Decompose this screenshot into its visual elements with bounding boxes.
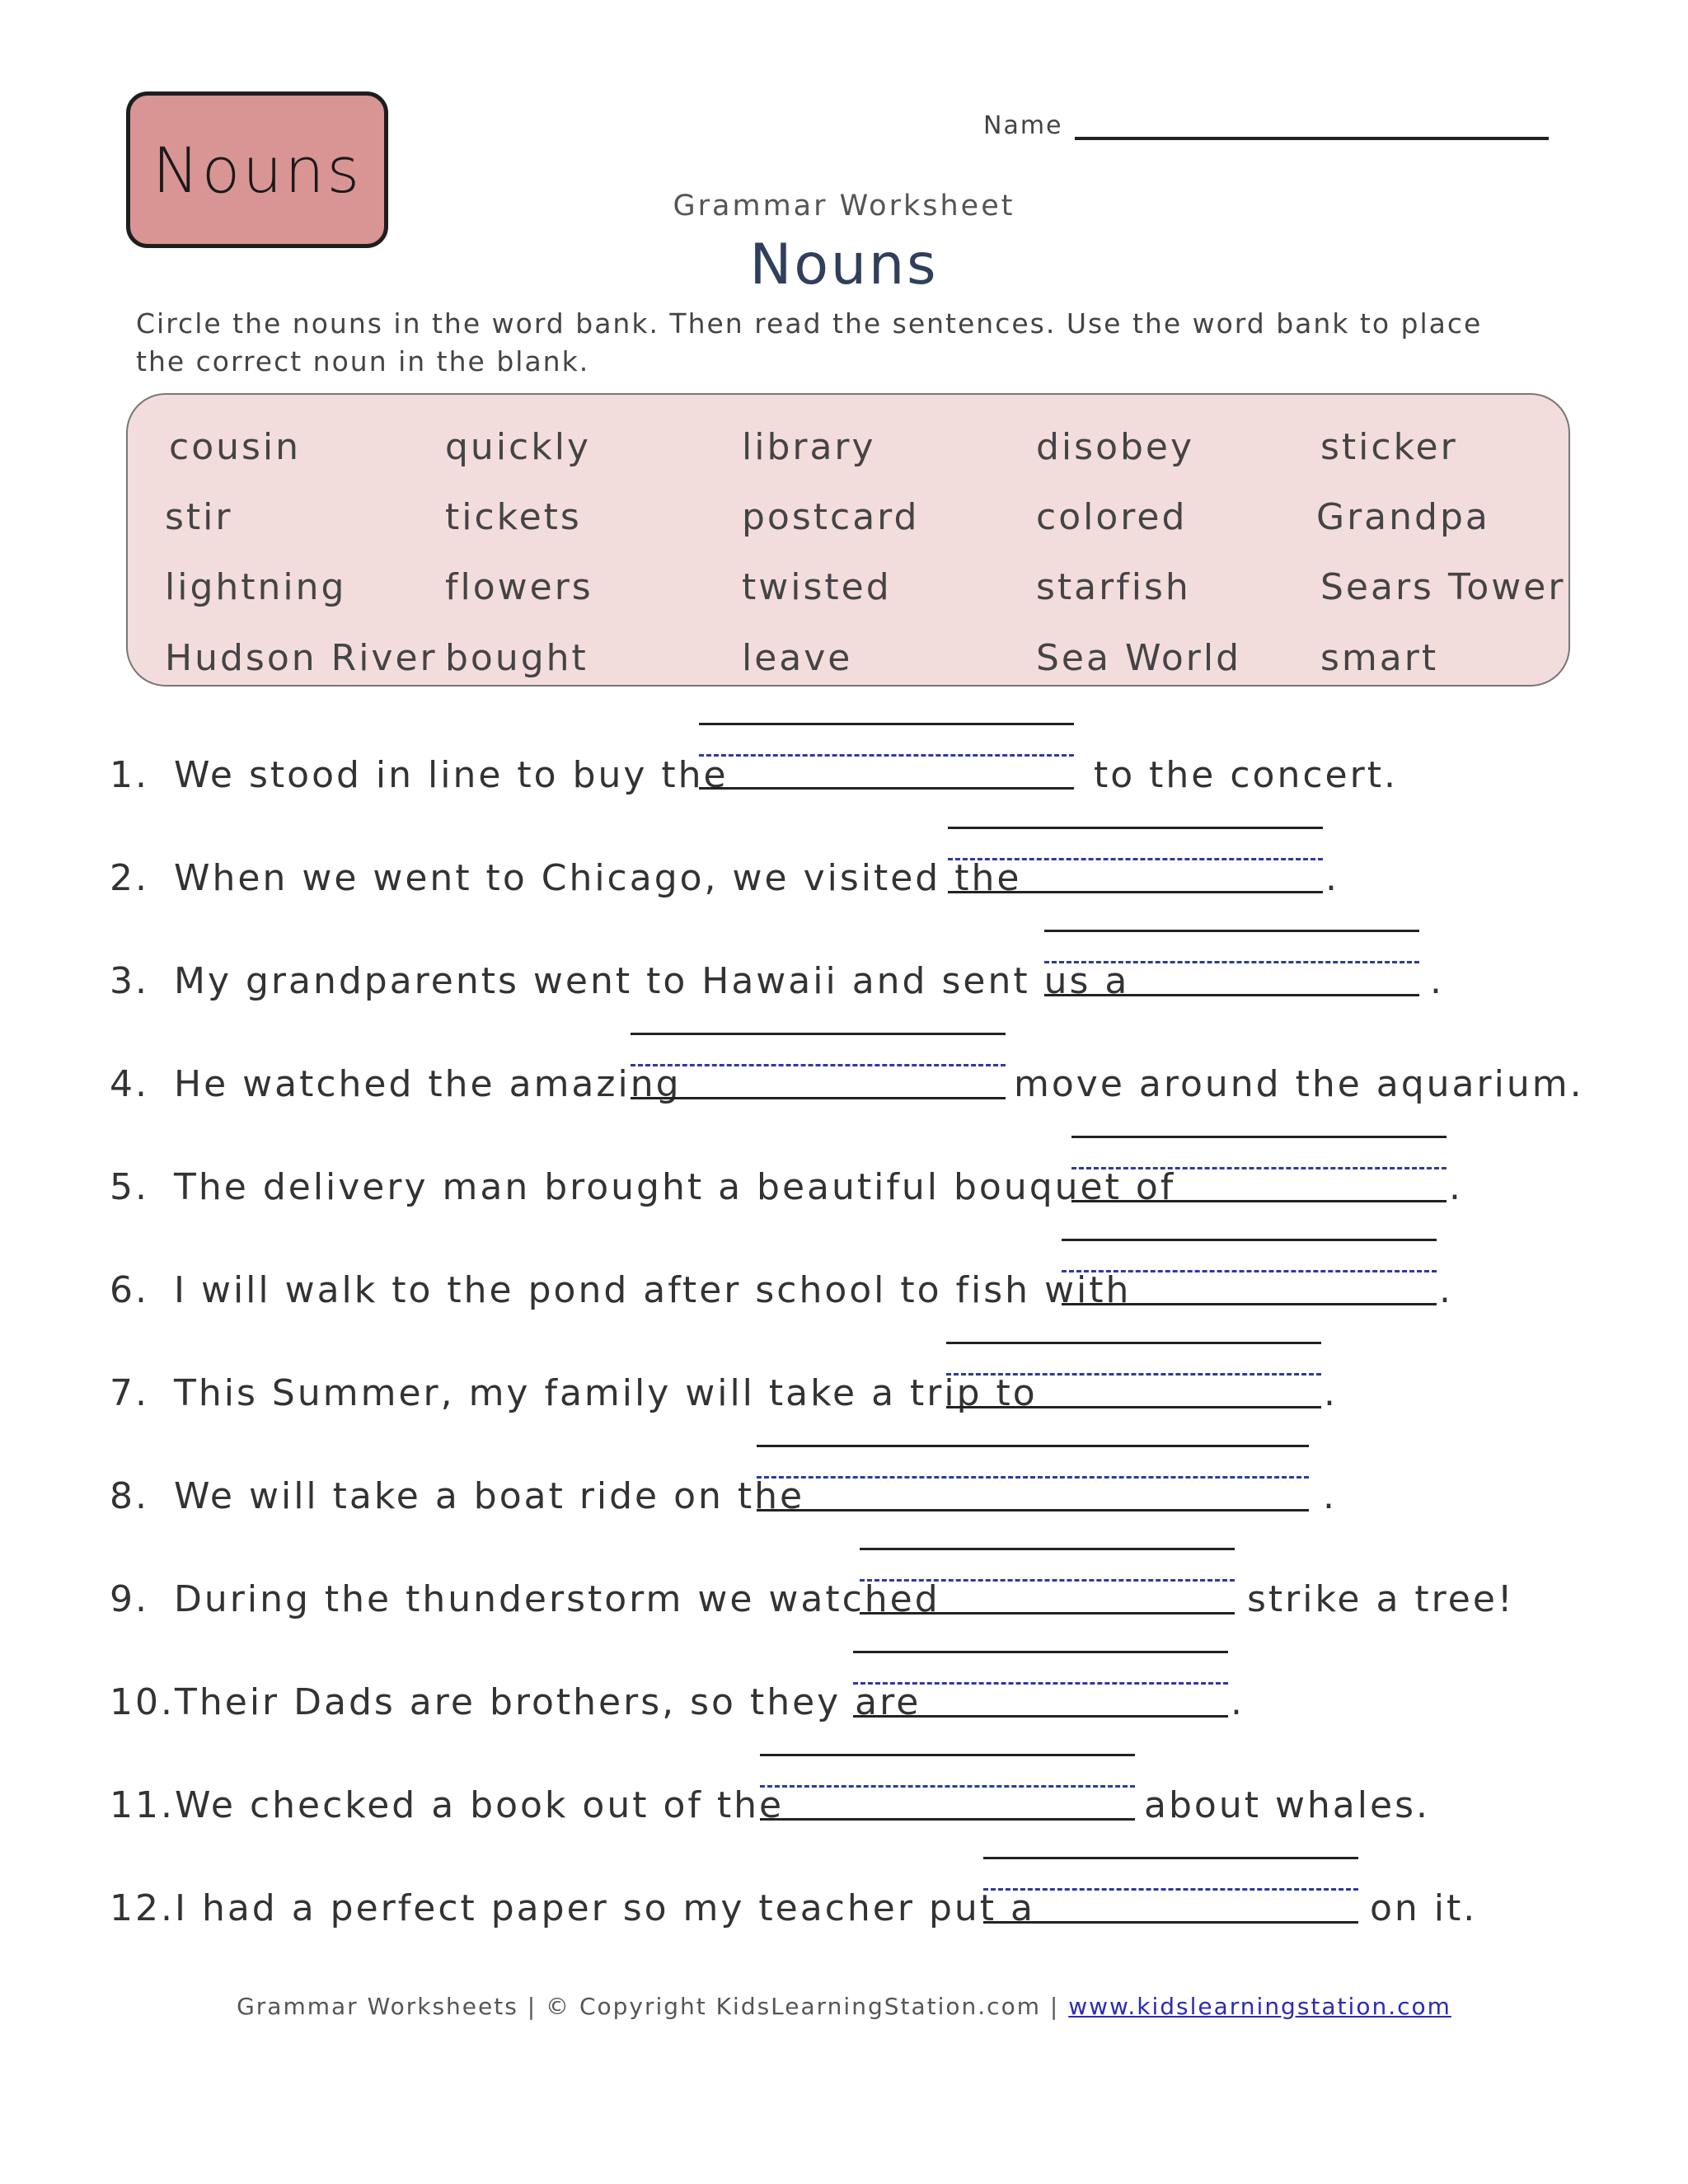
word-bank-item[interactable]: library (742, 426, 876, 468)
word-bank-item[interactable]: flowers (445, 566, 593, 608)
question-number: 1. (110, 754, 149, 796)
answer-blank-6[interactable] (1062, 1239, 1437, 1313)
word-bank-item[interactable]: twisted (742, 566, 892, 608)
question-text: When we went to Chicago, we visited the (174, 857, 1022, 899)
question-3 (110, 960, 1129, 1002)
question-number: 10. (110, 1681, 175, 1723)
question-text: We will take a boat ride on the (174, 1475, 805, 1517)
footer-link[interactable]: www.kidslearningstation.com (1068, 1993, 1451, 2020)
subtitle: Grammar Worksheet (673, 190, 1015, 223)
question-text: During the thunderstorm we watched (174, 1578, 940, 1620)
word-bank-item[interactable]: colored (1036, 496, 1188, 538)
answer-blank-9[interactable] (860, 1548, 1235, 1622)
question-text-end: . (1449, 1166, 1463, 1208)
question-12 (110, 1887, 1035, 1929)
word-bank-item[interactable]: postcard (742, 496, 920, 538)
question-text-end: to the concert. (1094, 754, 1398, 796)
answer-blank-11[interactable] (760, 1754, 1135, 1828)
question-number: 8. (110, 1475, 149, 1517)
word-bank-item[interactable]: Grandpa (1316, 496, 1490, 538)
question-text: The delivery man brought a beautiful bouquet of (174, 1166, 1176, 1208)
question-text: Their Dads are brothers, so they are (174, 1681, 921, 1723)
word-bank-item[interactable]: stir (165, 496, 233, 538)
footer (0, 1993, 1688, 2020)
word-bank-item[interactable]: cousin (169, 426, 302, 468)
question-text: I had a perfect paper so my teacher put a (174, 1887, 1035, 1929)
question-number: 7. (110, 1372, 149, 1414)
question-text-end: move around the aquarium. (1014, 1063, 1584, 1105)
question-text-end: . (1439, 1269, 1453, 1311)
answer-blank-5[interactable] (1071, 1136, 1447, 1210)
answer-blank-12[interactable] (983, 1857, 1358, 1931)
question-text-end: on it. (1370, 1887, 1478, 1929)
word-bank-item[interactable]: smart (1320, 637, 1439, 679)
name-label: Name (983, 111, 1063, 140)
question-number: 4. (110, 1063, 149, 1105)
question-text-end: about whales. (1144, 1784, 1430, 1826)
word-bank-item[interactable]: starfish (1036, 566, 1191, 608)
question-number: 11. (110, 1784, 175, 1826)
question-number: 2. (110, 857, 149, 899)
question-text: We stood in line to buy the (174, 754, 729, 796)
answer-blank-10[interactable] (853, 1651, 1228, 1725)
question-4 (110, 1063, 682, 1105)
word-bank-item[interactable]: Hudson River (165, 637, 438, 679)
word-bank-item[interactable]: disobey (1036, 426, 1195, 468)
page-title: Nouns (749, 232, 939, 298)
word-bank-item[interactable]: lightning (165, 566, 347, 608)
answer-blank-2[interactable] (948, 827, 1323, 901)
answer-blank-7[interactable] (946, 1342, 1321, 1416)
answer-blank-8[interactable] (757, 1445, 1309, 1519)
title-badge: Nouns (126, 91, 388, 248)
question-text-end: . (1231, 1681, 1245, 1723)
instructions: Circle the nouns in the word bank. Then read the sentences. Use the word bank to place the correct noun in the blank. (136, 307, 1483, 377)
answer-blank-3[interactable] (1044, 930, 1419, 1004)
question-text: I will walk to the pond after school to fish with (174, 1269, 1132, 1311)
word-bank-item[interactable]: tickets (445, 496, 582, 538)
question-text-end: . (1324, 1372, 1338, 1414)
question-text-end: . (1323, 1475, 1337, 1517)
question-10 (110, 1681, 921, 1723)
word-bank-item[interactable]: quickly (445, 426, 591, 468)
question-1 (110, 754, 729, 796)
word-bank-item[interactable]: leave (742, 637, 853, 679)
question-text: He watched the amazing (174, 1063, 682, 1105)
question-number: 9. (110, 1578, 149, 1620)
question-number: 3. (110, 960, 149, 1002)
question-text: My grandparents went to Hawaii and sent us a (174, 960, 1130, 1002)
question-text-end: . (1325, 857, 1339, 899)
question-6 (110, 1269, 1131, 1311)
footer-copyright: Grammar Worksheets | © Copyright KidsLearningStation.com | (237, 1993, 1060, 2020)
question-text: We checked a book out of the (174, 1784, 785, 1826)
answer-blank-1[interactable] (699, 723, 1074, 797)
question-number: 6. (110, 1269, 149, 1311)
question-9 (110, 1578, 940, 1620)
question-2 (110, 857, 1021, 899)
word-bank (126, 393, 1570, 687)
question-text-end: strike a tree! (1247, 1578, 1515, 1620)
question-number: 12. (110, 1887, 175, 1929)
answer-blank-4[interactable] (631, 1033, 1006, 1107)
question-number: 5. (110, 1166, 149, 1208)
word-bank-item[interactable]: bought (445, 637, 588, 679)
word-bank-item[interactable]: Sea World (1036, 637, 1242, 679)
question-8 (110, 1475, 804, 1517)
question-text: This Summer, my family will take a trip to (174, 1372, 1038, 1414)
question-11 (110, 1784, 784, 1826)
question-5 (110, 1166, 1175, 1208)
question-7 (110, 1372, 1038, 1414)
name-line[interactable] (1075, 109, 1549, 140)
word-bank-item[interactable]: sticker (1320, 426, 1458, 468)
name-field[interactable] (983, 109, 1549, 140)
word-bank-item[interactable]: Sears Tower (1320, 566, 1566, 608)
question-text-end: . (1430, 960, 1444, 1002)
